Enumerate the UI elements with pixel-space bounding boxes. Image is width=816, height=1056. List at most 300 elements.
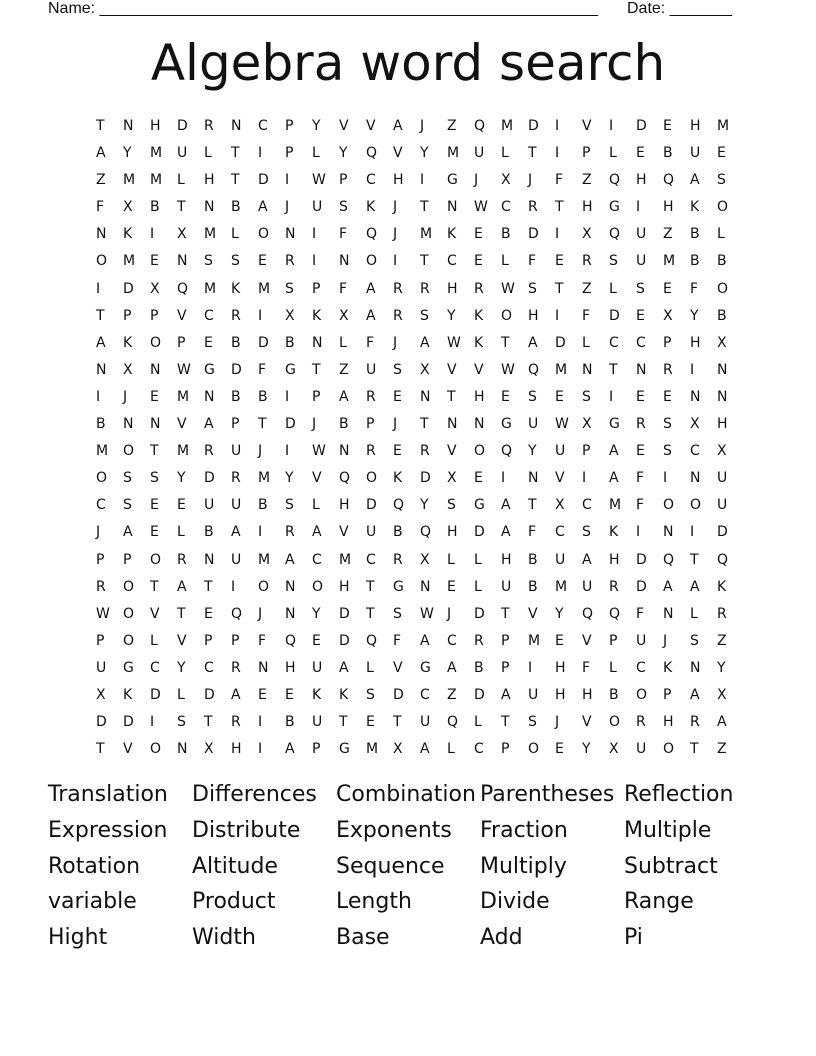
grid-letter: S <box>285 497 294 514</box>
grid-letter: G <box>285 361 296 378</box>
grid-letter: V <box>177 307 187 324</box>
grid-letter: S <box>717 172 726 189</box>
grid-letter: I <box>285 443 290 460</box>
grid-letter: S <box>690 632 699 649</box>
grid-letter: Y <box>177 470 186 487</box>
grid-letter: T <box>528 497 537 514</box>
grid-letter: P <box>204 632 213 649</box>
grid-letter: R <box>231 659 241 676</box>
grid-letter: E <box>177 497 186 514</box>
grid-letter: M <box>258 470 271 487</box>
grid-letter: O <box>366 253 378 270</box>
grid-letter: E <box>258 253 267 270</box>
grid-letter: D <box>636 551 647 568</box>
grid-letter: E <box>204 605 213 622</box>
grid-letter: S <box>123 470 132 487</box>
grid-letter: F <box>636 605 645 622</box>
grid-letter: I <box>96 388 101 405</box>
grid-letter: C <box>258 118 268 134</box>
grid-letter: K <box>312 686 322 703</box>
grid-letter: X <box>717 686 727 703</box>
grid-letter: P <box>663 686 672 703</box>
grid-letter: N <box>285 226 296 243</box>
grid-letter: N <box>204 199 215 216</box>
grid-letter: S <box>663 443 672 460</box>
grid-letter: J <box>555 714 560 731</box>
grid-letter: W <box>96 605 110 622</box>
grid-letter: X <box>150 280 160 297</box>
grid-letter: D <box>474 605 485 622</box>
grid-letter: S <box>339 199 348 216</box>
grid-letter: B <box>258 497 268 514</box>
grid-letter: D <box>609 307 620 324</box>
grid-letter: A <box>447 659 457 676</box>
grid-letter: A <box>177 578 187 595</box>
grid-letter: R <box>582 253 592 270</box>
grid-letter: P <box>96 632 105 649</box>
grid-letter: N <box>690 659 701 676</box>
word-bank-item: Base <box>336 925 390 951</box>
grid-letter: W <box>420 605 434 622</box>
grid-letter: L <box>447 551 455 568</box>
grid-letter: W <box>501 280 515 297</box>
grid-letter: O <box>150 741 162 758</box>
grid-letter: B <box>717 253 727 270</box>
grid-letter: C <box>690 443 700 460</box>
grid-letter: Y <box>177 659 186 676</box>
grid-letter: E <box>555 632 564 649</box>
grid-letter: X <box>717 443 727 460</box>
grid-letter: O <box>123 443 135 460</box>
grid-letter: A <box>690 578 700 595</box>
grid-letter: K <box>312 307 322 324</box>
header-line <box>48 0 748 20</box>
grid-letter: V <box>555 470 565 487</box>
grid-letter: J <box>258 605 263 622</box>
grid-letter: X <box>690 416 700 433</box>
grid-letter: I <box>501 470 506 487</box>
grid-letter: T <box>150 443 159 460</box>
grid-letter: J <box>528 172 533 189</box>
grid-letter: B <box>258 388 268 405</box>
grid-letter: E <box>555 741 564 758</box>
grid-letter: I <box>528 659 533 676</box>
grid-letter: F <box>528 253 537 270</box>
word-bank-item: variable <box>48 889 137 915</box>
grid-letter: H <box>474 388 485 405</box>
grid-letter: P <box>285 145 294 162</box>
grid-letter: P <box>582 145 591 162</box>
grid-letter: I <box>150 226 155 243</box>
grid-letter: H <box>150 118 161 134</box>
grid-letter: A <box>339 659 349 676</box>
grid-letter: X <box>285 307 295 324</box>
grid-letter: A <box>366 280 376 297</box>
grid-letter: I <box>663 470 668 487</box>
grid-letter: C <box>555 524 565 541</box>
grid-letter: K <box>123 334 133 351</box>
grid-letter: L <box>231 226 239 243</box>
grid-letter: I <box>258 524 263 541</box>
grid-letter: I <box>636 199 641 216</box>
grid-letter: R <box>366 443 376 460</box>
grid-letter: A <box>231 686 241 703</box>
grid-letter: M <box>501 118 514 134</box>
grid-letter: F <box>636 470 645 487</box>
grid-letter: N <box>663 605 674 622</box>
grid-letter: Y <box>717 659 726 676</box>
grid-letter: H <box>501 551 512 568</box>
grid-letter: S <box>177 714 186 731</box>
grid-letter: R <box>717 605 727 622</box>
grid-letter: O <box>528 741 540 758</box>
grid-letter: H <box>663 714 674 731</box>
grid-letter: U <box>717 470 728 487</box>
grid-letter: M <box>258 280 271 297</box>
grid-letter: X <box>447 470 457 487</box>
grid-letter: D <box>474 524 485 541</box>
grid-letter: F <box>258 361 267 378</box>
grid-letter: U <box>690 145 701 162</box>
grid-letter: J <box>312 416 317 433</box>
grid-letter: F <box>258 632 267 649</box>
grid-letter: E <box>636 388 645 405</box>
grid-letter: G <box>609 416 620 433</box>
grid-letter: P <box>582 443 591 460</box>
grid-letter: T <box>258 416 267 433</box>
grid-letter: N <box>717 388 728 405</box>
grid-letter: M <box>339 551 352 568</box>
grid-letter: D <box>177 118 188 134</box>
grid-letter: H <box>690 334 701 351</box>
grid-letter: H <box>339 578 350 595</box>
grid-letter: L <box>177 172 185 189</box>
grid-letter: W <box>312 443 326 460</box>
grid-letter: B <box>339 416 349 433</box>
grid-letter: T <box>501 334 510 351</box>
grid-letter: M <box>366 741 379 758</box>
word-bank-item: Multiple <box>624 817 712 843</box>
grid-letter: Y <box>555 605 564 622</box>
grid-letter: V <box>528 605 538 622</box>
grid-letter: R <box>420 443 430 460</box>
grid-letter: U <box>636 226 647 243</box>
grid-letter: X <box>501 172 511 189</box>
grid-letter: K <box>123 686 133 703</box>
grid-letter: B <box>96 416 106 433</box>
grid-letter: I <box>312 226 317 243</box>
grid-letter: C <box>447 632 457 649</box>
grid-letter: T <box>420 199 429 216</box>
grid-letter: N <box>690 470 701 487</box>
word-bank-item: Add <box>480 925 523 951</box>
grid-letter: P <box>96 551 105 568</box>
grid-letter: Q <box>663 551 675 568</box>
grid-letter: J <box>393 226 398 243</box>
grid-letter: T <box>420 416 429 433</box>
grid-letter: O <box>663 497 675 514</box>
grid-letter: N <box>420 388 431 405</box>
grid-letter: H <box>636 172 647 189</box>
grid-letter: P <box>123 551 132 568</box>
grid-letter: A <box>528 334 538 351</box>
grid-letter: S <box>150 470 159 487</box>
grid-letter: S <box>582 524 591 541</box>
grid-letter: E <box>312 632 321 649</box>
grid-letter: V <box>339 524 349 541</box>
grid-letter: N <box>582 361 593 378</box>
grid-letter: U <box>636 741 647 758</box>
grid-letter: T <box>501 605 510 622</box>
grid-letter: N <box>123 416 134 433</box>
grid-letter: I <box>285 388 290 405</box>
grid-letter: D <box>204 470 215 487</box>
grid-letter: M <box>609 497 622 514</box>
name-field-label: Name: ________________________________________________________ <box>48 0 598 17</box>
grid-letter: P <box>285 118 294 134</box>
grid-letter: L <box>150 632 158 649</box>
grid-letter: A <box>717 714 727 731</box>
grid-letter: W <box>312 172 326 189</box>
grid-letter: Q <box>501 443 513 460</box>
grid-letter: N <box>717 361 728 378</box>
grid-letter: N <box>231 118 242 134</box>
word-bank-item: Exponents <box>336 817 452 843</box>
grid-letter: E <box>717 145 726 162</box>
grid-letter: A <box>420 632 430 649</box>
grid-letter: C <box>501 199 511 216</box>
grid-letter: S <box>204 253 213 270</box>
grid-letter: C <box>636 334 646 351</box>
grid-letter: B <box>204 524 214 541</box>
grid-letter: V <box>582 714 592 731</box>
grid-letter: T <box>555 280 564 297</box>
grid-letter: P <box>312 741 321 758</box>
grid-letter: W <box>555 416 569 433</box>
grid-letter: T <box>609 361 618 378</box>
grid-letter: P <box>177 334 186 351</box>
grid-letter: F <box>636 497 645 514</box>
grid-letter: Z <box>447 686 457 703</box>
grid-letter: U <box>204 497 215 514</box>
grid-letter: V <box>177 632 187 649</box>
word-bank-item: Differences <box>192 782 317 807</box>
grid-letter: B <box>285 714 295 731</box>
word-bank <box>48 780 768 959</box>
grid-letter: U <box>636 632 647 649</box>
grid-letter: S <box>123 497 132 514</box>
grid-letter: B <box>393 524 403 541</box>
grid-letter: S <box>609 253 618 270</box>
grid-letter: K <box>609 524 619 541</box>
grid-letter: P <box>501 659 510 676</box>
grid-letter: F <box>393 632 402 649</box>
date-field-label: Date: _______ <box>627 0 732 17</box>
grid-letter: I <box>636 524 641 541</box>
grid-letter: M <box>177 443 190 460</box>
grid-letter: U <box>366 524 377 541</box>
grid-letter: Z <box>717 632 727 649</box>
grid-letter: A <box>501 686 511 703</box>
grid-letter: R <box>528 199 538 216</box>
grid-letter: E <box>366 714 375 731</box>
grid-letter: V <box>447 361 457 378</box>
grid-letter: R <box>663 361 673 378</box>
grid-letter: E <box>663 388 672 405</box>
grid-letter: Q <box>177 280 189 297</box>
grid-letter: K <box>474 334 484 351</box>
grid-letter: R <box>366 388 376 405</box>
grid-letter: E <box>150 524 159 541</box>
grid-letter: H <box>582 686 593 703</box>
grid-letter: Q <box>582 605 594 622</box>
grid-letter: N <box>177 253 188 270</box>
grid-letter: K <box>393 470 403 487</box>
grid-letter: P <box>501 741 510 758</box>
grid-letter: R <box>96 578 106 595</box>
grid-letter: C <box>447 253 457 270</box>
word-bank-item: Sequence <box>336 853 445 879</box>
grid-letter: L <box>177 686 185 703</box>
grid-letter: D <box>285 416 296 433</box>
grid-letter: I <box>420 172 425 189</box>
grid-letter: J <box>393 334 398 351</box>
grid-letter: V <box>150 605 160 622</box>
grid-letter: R <box>636 714 646 731</box>
grid-letter: S <box>447 497 456 514</box>
grid-letter: U <box>231 443 242 460</box>
grid-letter: M <box>555 578 568 595</box>
grid-letter: E <box>636 443 645 460</box>
grid-letter: Z <box>582 280 592 297</box>
grid-letter: Y <box>420 145 429 162</box>
grid-letter: V <box>393 659 403 676</box>
grid-letter: R <box>609 578 619 595</box>
grid-letter: N <box>663 524 674 541</box>
grid-letter: H <box>663 199 674 216</box>
grid-letter: I <box>96 280 101 297</box>
grid-letter: M <box>258 551 271 568</box>
grid-letter: Y <box>420 497 429 514</box>
grid-letter: T <box>555 199 564 216</box>
grid-letter: L <box>717 226 725 243</box>
grid-letter: F <box>690 280 699 297</box>
grid-letter: C <box>150 659 160 676</box>
word-bank-item: Length <box>336 889 412 915</box>
grid-letter: I <box>258 741 263 758</box>
grid-letter: Q <box>366 145 378 162</box>
grid-letter: S <box>420 307 429 324</box>
grid-letter: L <box>447 741 455 758</box>
grid-letter: Q <box>366 632 378 649</box>
grid-letter: B <box>663 145 673 162</box>
grid-letter: T <box>231 145 240 162</box>
grid-letter: E <box>474 470 483 487</box>
grid-letter: A <box>258 199 268 216</box>
grid-letter: V <box>447 443 457 460</box>
grid-letter: R <box>231 470 241 487</box>
grid-letter: N <box>96 226 107 243</box>
grid-letter: X <box>555 497 565 514</box>
grid-letter: G <box>447 172 458 189</box>
grid-letter: N <box>177 741 188 758</box>
grid-letter: L <box>474 714 482 731</box>
grid-letter: L <box>204 145 212 162</box>
grid-letter: D <box>339 632 350 649</box>
grid-letter: Q <box>366 226 378 243</box>
grid-letter: J <box>474 172 479 189</box>
grid-letter: L <box>312 145 320 162</box>
grid-letter: Q <box>528 361 540 378</box>
word-bank-item: Combination <box>336 782 476 807</box>
grid-letter: J <box>258 443 263 460</box>
grid-letter: A <box>609 443 619 460</box>
grid-letter: R <box>393 307 403 324</box>
grid-letter: L <box>177 524 185 541</box>
grid-letter: A <box>582 551 592 568</box>
grid-letter: J <box>393 199 398 216</box>
grid-letter: I <box>555 307 560 324</box>
grid-letter: O <box>501 307 513 324</box>
grid-letter: T <box>96 741 105 758</box>
grid-letter: C <box>609 334 619 351</box>
grid-letter: Q <box>420 524 432 541</box>
grid-letter: Q <box>339 470 351 487</box>
grid-letter: L <box>312 497 320 514</box>
grid-letter: T <box>528 145 537 162</box>
grid-letter: N <box>285 578 296 595</box>
grid-letter: A <box>366 307 376 324</box>
grid-letter: E <box>258 686 267 703</box>
grid-letter: X <box>339 307 349 324</box>
grid-letter: A <box>501 524 511 541</box>
grid-letter: N <box>528 470 539 487</box>
grid-letter: O <box>717 280 729 297</box>
grid-letter: U <box>312 659 323 676</box>
grid-letter: A <box>663 578 673 595</box>
grid-letter: A <box>285 551 295 568</box>
word-bank-item: Subtract <box>624 853 718 879</box>
grid-letter: B <box>150 199 160 216</box>
grid-letter: I <box>258 307 263 324</box>
grid-letter: P <box>150 307 159 324</box>
grid-letter: H <box>231 741 242 758</box>
grid-letter: M <box>528 632 541 649</box>
grid-letter: C <box>636 659 646 676</box>
grid-letter: P <box>366 416 375 433</box>
grid-letter: K <box>447 226 457 243</box>
grid-letter: S <box>285 280 294 297</box>
grid-letter: T <box>177 199 186 216</box>
grid-letter: M <box>663 253 676 270</box>
grid-letter: W <box>501 361 515 378</box>
word-bank-item: Parentheses <box>480 782 615 807</box>
grid-letter: B <box>231 334 241 351</box>
grid-letter: Q <box>717 551 729 568</box>
grid-letter: T <box>501 714 510 731</box>
grid-letter: R <box>285 524 295 541</box>
grid-letter: U <box>501 578 512 595</box>
grid-letter: D <box>366 497 377 514</box>
grid-letter: U <box>555 443 566 460</box>
grid-letter: E <box>150 253 159 270</box>
grid-letter: D <box>231 361 242 378</box>
grid-letter: U <box>474 145 485 162</box>
grid-letter: U <box>555 551 566 568</box>
grid-letter: Q <box>231 605 243 622</box>
grid-letter: G <box>393 578 404 595</box>
grid-letter: I <box>609 388 614 405</box>
